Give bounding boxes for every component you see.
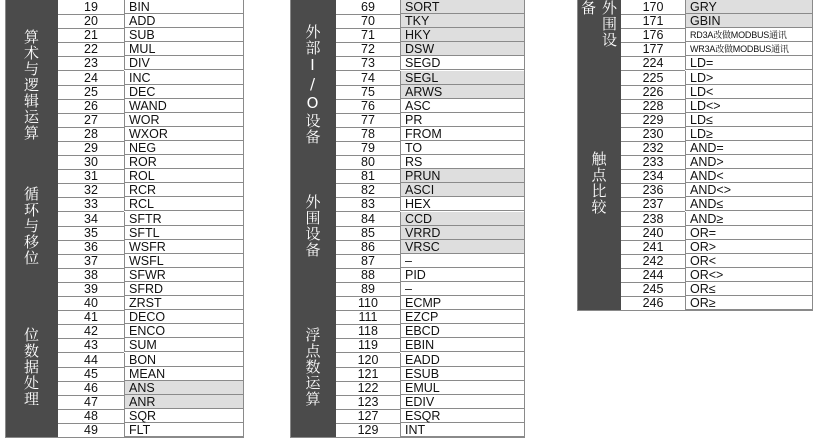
instruction-number: 37 [58, 254, 124, 269]
instruction-mnemonic: OR≤ [685, 282, 813, 296]
instruction-mnemonic: PRUN [400, 169, 525, 183]
instruction-number: 88 [336, 268, 400, 283]
instruction-mnemonic: LD= [685, 56, 813, 70]
instruction-number: 46 [58, 381, 124, 396]
instruction-number: 226 [621, 85, 685, 100]
instruction-mnemonic: ANR [124, 395, 244, 409]
instruction-number: 89 [336, 282, 400, 297]
category-text: 算术与逻辑运算 [22, 28, 40, 141]
instruction-number: 75 [336, 85, 400, 100]
instruction-mnemonic: WSFR [124, 240, 244, 254]
instruction-number: 82 [336, 183, 400, 198]
instruction-mnemonic: BON [124, 353, 244, 367]
instruction-mnemonic: WSFL [124, 254, 244, 268]
instruction-mnemonic: AND= [685, 141, 813, 155]
instruction-mnemonic: EBIN [400, 338, 525, 352]
instruction-number: 33 [58, 197, 124, 212]
instruction-number: 122 [336, 381, 400, 396]
instruction-mnemonic: ADD [124, 14, 244, 28]
table-border [290, 0, 525, 438]
instruction-mnemonic: WOR [124, 113, 244, 127]
instruction-number: 224 [621, 56, 685, 71]
instruction-mnemonic: ENCO [124, 324, 244, 338]
instruction-number: 244 [621, 268, 685, 283]
instruction-number: 47 [58, 395, 124, 410]
instruction-number: 83 [336, 197, 400, 212]
instruction-number: 21 [58, 28, 124, 43]
instruction-mnemonic: EMUL [400, 381, 525, 395]
instruction-number: 40 [58, 296, 124, 311]
instruction-number: 71 [336, 28, 400, 43]
instruction-number: 119 [336, 338, 400, 353]
instruction-number: 241 [621, 240, 685, 255]
instruction-mnemonic: PID [400, 268, 525, 282]
instruction-number: 20 [58, 14, 124, 29]
instruction-number: 19 [58, 0, 124, 15]
instruction-number: 84 [336, 212, 400, 227]
instruction-mnemonic: EZCP [400, 310, 525, 324]
instruction-mnemonic: SEGD [400, 56, 525, 70]
instruction-mnemonic: SFWR [124, 268, 244, 282]
instruction-mnemonic: AND<> [685, 183, 813, 197]
instruction-number: 28 [58, 127, 124, 142]
instruction-mnemonic: ASCI [400, 183, 525, 197]
instruction-mnemonic: LD≤ [685, 113, 813, 127]
instruction-number: 80 [336, 155, 400, 170]
instruction-number: 70 [336, 14, 400, 29]
instruction-mnemonic: ESUB [400, 367, 525, 381]
instruction-number: 177 [621, 42, 685, 57]
instruction-mnemonic: MUL [124, 42, 244, 56]
instruction-number: 44 [58, 353, 124, 368]
instruction-number: 43 [58, 338, 124, 353]
instruction-number: 81 [336, 169, 400, 184]
instruction-mnemonic: OR< [685, 254, 813, 268]
instruction-mnemonic: PR [400, 113, 525, 127]
instruction-mnemonic: LD≥ [685, 127, 813, 141]
category-text: 外部I/O设备 [303, 24, 322, 146]
category-text: 位数据处理 [22, 326, 40, 407]
instruction-mnemonic: FROM [400, 127, 525, 141]
instruction-mnemonic: SFTL [124, 226, 244, 240]
instruction-number: 79 [336, 141, 400, 156]
instruction-number: 38 [58, 268, 124, 283]
instruction-number: 111 [336, 310, 400, 325]
instruction-mnemonic: LD<> [685, 99, 813, 113]
instruction-number: 49 [58, 423, 124, 438]
instruction-mnemonic: SFTR [124, 212, 244, 226]
instruction-mnemonic: LD> [685, 71, 813, 85]
instruction-number: 237 [621, 197, 685, 212]
instruction-mnemonic: HEX [400, 197, 525, 211]
instruction-mnemonic: OR> [685, 240, 813, 254]
instruction-number: 228 [621, 99, 685, 114]
instruction-mnemonic: EADD [400, 353, 525, 367]
instruction-mnemonic: ASC [400, 99, 525, 113]
instruction-number: 48 [58, 409, 124, 424]
instruction-mnemonic: RS [400, 155, 525, 169]
instruction-number: 246 [621, 296, 685, 311]
instruction-mnemonic: FLT [124, 423, 244, 437]
instruction-mnemonic: GRY [685, 0, 813, 14]
instruction-mnemonic: DIV [124, 56, 244, 70]
instruction-mnemonic: OR<> [685, 268, 813, 282]
instruction-number: 22 [58, 42, 124, 57]
instruction-mnemonic: DECO [124, 310, 244, 324]
instruction-mnemonic: WXOR [124, 127, 244, 141]
instruction-mnemonic: – [400, 254, 525, 268]
instruction-mnemonic: TKY [400, 14, 525, 28]
instruction-mnemonic: INC [124, 71, 244, 85]
instruction-mnemonic: EBCD [400, 324, 525, 338]
instruction-mnemonic: RD3A改做MODBUS通讯 [685, 28, 813, 42]
instruction-mnemonic: LD< [685, 85, 813, 99]
instruction-mnemonic: SUM [124, 338, 244, 352]
instruction-number: 77 [336, 113, 400, 128]
instruction-mnemonic: CCD [400, 212, 525, 226]
instruction-number: 78 [336, 127, 400, 142]
instruction-mnemonic: AND> [685, 155, 813, 169]
instruction-number: 118 [336, 324, 400, 339]
instruction-mnemonic: – [400, 282, 525, 296]
instruction-mnemonic: OR≥ [685, 296, 813, 310]
instruction-number: 36 [58, 240, 124, 255]
instruction-number: 236 [621, 183, 685, 198]
instruction-number: 31 [58, 169, 124, 184]
instruction-number: 41 [58, 310, 124, 325]
instruction-number: 225 [621, 71, 685, 86]
instruction-number: 86 [336, 240, 400, 255]
instruction-number: 171 [621, 14, 685, 29]
category-text: 外围设备 [303, 193, 322, 258]
instruction-mnemonic: ARWS [400, 85, 525, 99]
instruction-number: 85 [336, 226, 400, 241]
instruction-mnemonic: GBIN [685, 14, 813, 28]
instruction-number: 232 [621, 141, 685, 156]
instruction-number: 176 [621, 28, 685, 43]
instruction-number: 238 [621, 212, 685, 227]
instruction-mnemonic: SORT [400, 0, 525, 14]
instruction-mnemonic: DEC [124, 85, 244, 99]
instruction-mnemonic: MEAN [124, 367, 244, 381]
instruction-number: 123 [336, 395, 400, 410]
instruction-number: 245 [621, 282, 685, 297]
instruction-number: 230 [621, 127, 685, 142]
instruction-number: 87 [336, 254, 400, 269]
instruction-number: 34 [58, 212, 124, 227]
instruction-number: 32 [58, 183, 124, 198]
category-text: 循环与移位 [22, 185, 40, 266]
instruction-mnemonic: WAND [124, 99, 244, 113]
instruction-number: 76 [336, 99, 400, 114]
instruction-mnemonic: ESQR [400, 409, 525, 423]
instruction-mnemonic: AND≤ [685, 197, 813, 211]
instruction-number: 69 [336, 0, 400, 15]
instruction-mnemonic: AND< [685, 169, 813, 183]
instruction-mnemonic: TO [400, 141, 525, 155]
table-border [5, 0, 244, 438]
instruction-number: 74 [336, 71, 400, 86]
instruction-mnemonic: AND≥ [685, 212, 813, 226]
instruction-number: 26 [58, 99, 124, 114]
instruction-number: 23 [58, 56, 124, 71]
instruction-mnemonic: BIN [124, 0, 244, 14]
instruction-number: 233 [621, 155, 685, 170]
instruction-number: 24 [58, 71, 124, 86]
instruction-mnemonic: ZRST [124, 296, 244, 310]
instruction-number: 35 [58, 226, 124, 241]
instruction-mnemonic: OR= [685, 226, 813, 240]
instruction-mnemonic: VRRD [400, 226, 525, 240]
instruction-mnemonic: ROL [124, 169, 244, 183]
instruction-mnemonic: DSW [400, 42, 525, 56]
instruction-mnemonic: SEGL [400, 71, 525, 85]
instruction-mnemonic: ANS [124, 381, 244, 395]
category-text: 触点比较 [589, 151, 608, 216]
instruction-number: 229 [621, 113, 685, 128]
instruction-number: 73 [336, 56, 400, 71]
category-text: 外围设备 [579, 0, 618, 48]
instruction-number: 45 [58, 367, 124, 382]
instruction-number: 121 [336, 367, 400, 382]
instruction-mnemonic: RCR [124, 183, 244, 197]
instruction-number: 42 [58, 324, 124, 339]
instruction-number: 120 [336, 353, 400, 368]
instruction-mnemonic: RCL [124, 197, 244, 211]
instruction-number: 110 [336, 296, 400, 311]
table-border [577, 0, 813, 311]
instruction-mnemonic: ROR [124, 155, 244, 169]
instruction-number: 72 [336, 42, 400, 57]
instruction-number: 127 [336, 409, 400, 424]
instruction-mnemonic: NEG [124, 141, 244, 155]
instruction-mnemonic: INT [400, 423, 525, 437]
instruction-number: 240 [621, 226, 685, 241]
instruction-mnemonic: SQR [124, 409, 244, 423]
instruction-mnemonic: ECMP [400, 296, 525, 310]
instruction-number: 234 [621, 169, 685, 184]
instruction-number: 170 [621, 0, 685, 15]
instruction-mnemonic: HKY [400, 28, 525, 42]
instruction-number: 25 [58, 85, 124, 100]
category-text: 浮点数运算 [303, 326, 322, 407]
instruction-number: 129 [336, 423, 400, 438]
instruction-number: 242 [621, 254, 685, 269]
instruction-mnemonic: EDIV [400, 395, 525, 409]
instruction-mnemonic: VRSC [400, 240, 525, 254]
instruction-mnemonic: SUB [124, 28, 244, 42]
instruction-number: 29 [58, 141, 124, 156]
instruction-number: 39 [58, 282, 124, 297]
instruction-mnemonic: WR3A改做MODBUS通讯 [685, 42, 813, 56]
instruction-number: 30 [58, 155, 124, 170]
instruction-mnemonic: SFRD [124, 282, 244, 296]
instruction-number: 27 [58, 113, 124, 128]
